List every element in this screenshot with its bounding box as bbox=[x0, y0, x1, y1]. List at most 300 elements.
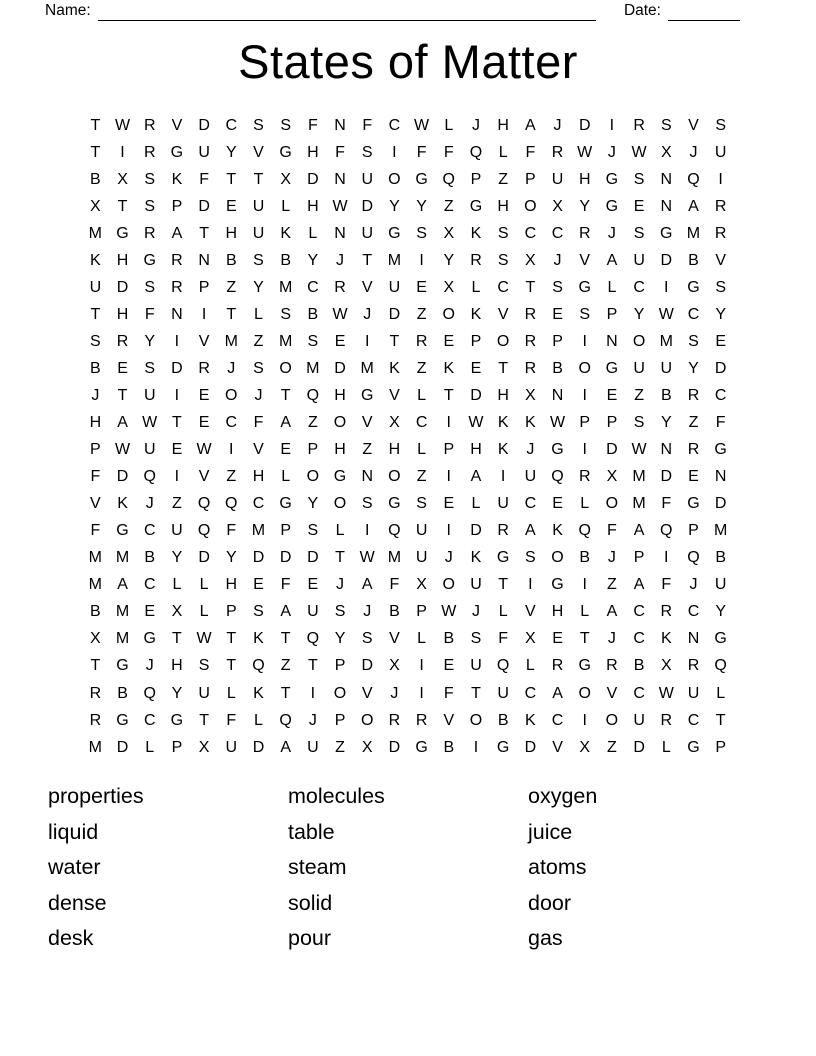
grid-cell: R bbox=[524, 332, 537, 350]
grid-cell: T bbox=[280, 386, 291, 404]
header bbox=[45, 0, 740, 21]
grid-cell: G bbox=[469, 197, 483, 215]
grid-cell: W bbox=[549, 414, 566, 432]
grid-cell: P bbox=[443, 441, 455, 459]
grid-cell: D bbox=[279, 549, 292, 567]
grid-cell: A bbox=[606, 251, 618, 269]
grid-cell: U bbox=[252, 197, 265, 215]
grid-cell: M bbox=[713, 522, 728, 540]
grid-cell: N bbox=[660, 197, 673, 215]
grid-cell: E bbox=[280, 441, 291, 459]
grid-cell: C bbox=[143, 576, 156, 594]
grid-cell: G bbox=[170, 143, 184, 161]
grid-cell: G bbox=[578, 278, 591, 296]
grid-cell: R bbox=[660, 711, 673, 729]
grid-cell: G bbox=[551, 441, 564, 459]
grid-cell: L bbox=[471, 495, 481, 513]
grid-cell: A bbox=[633, 576, 645, 594]
grid-cell: E bbox=[443, 657, 455, 675]
grid-cell: F bbox=[280, 576, 291, 594]
grid-cell: A bbox=[117, 414, 128, 432]
grid-cell: O bbox=[632, 332, 646, 350]
word-list-item: oxygen bbox=[528, 784, 598, 808]
grid-cell: L bbox=[580, 603, 590, 621]
grid-cell: S bbox=[660, 116, 672, 134]
grid-cell: J bbox=[444, 549, 453, 567]
grid-cell: E bbox=[552, 305, 563, 323]
grid-cell: R bbox=[143, 224, 156, 242]
grid-cell: R bbox=[334, 278, 346, 296]
grid-cell: I bbox=[392, 143, 397, 161]
grid-cell: Q bbox=[660, 522, 673, 540]
grid-cell: A bbox=[361, 576, 373, 594]
grid-cell: H bbox=[116, 251, 129, 269]
grid-cell: C bbox=[633, 684, 645, 702]
grid-cell: I bbox=[419, 684, 424, 702]
grid-cell: L bbox=[145, 738, 155, 756]
grid-cell: H bbox=[470, 441, 482, 459]
grid-cell: L bbox=[444, 116, 454, 134]
grid-cell: W bbox=[631, 441, 647, 459]
grid-cell: Y bbox=[144, 332, 156, 350]
grid-cell: B bbox=[715, 549, 726, 567]
grid-cell: F bbox=[90, 468, 101, 486]
grid-cell: Z bbox=[498, 170, 509, 188]
grid-cell: O bbox=[496, 332, 510, 350]
grid-cell: K bbox=[497, 441, 509, 459]
grid-cell: M bbox=[278, 332, 293, 350]
grid-cell: X bbox=[90, 197, 101, 215]
word-list-column bbox=[288, 779, 528, 957]
grid-cell: R bbox=[171, 278, 183, 296]
grid-cell: O bbox=[469, 711, 483, 729]
grid-cell: L bbox=[172, 576, 182, 594]
grid-cell: S bbox=[688, 332, 699, 350]
grid-cell: D bbox=[660, 468, 673, 486]
grid-cell: Y bbox=[715, 305, 726, 323]
grid-cell: R bbox=[551, 143, 564, 161]
grid-cell: P bbox=[416, 603, 427, 621]
grid-cell: O bbox=[524, 197, 537, 215]
grid-cell: S bbox=[334, 603, 346, 621]
grid-cell: C bbox=[551, 711, 564, 729]
grid-cell: I bbox=[419, 657, 424, 675]
grid-cell: J bbox=[145, 657, 154, 675]
grid-cell: H bbox=[497, 116, 509, 134]
grid-cell: Y bbox=[389, 197, 400, 215]
grid-cell: K bbox=[280, 224, 291, 242]
grid-cell: S bbox=[715, 116, 726, 134]
grid-cell: D bbox=[578, 116, 591, 134]
grid-cell: O bbox=[279, 359, 292, 377]
grid-cell: T bbox=[715, 711, 726, 729]
word-list-item: table bbox=[288, 819, 335, 844]
grid-cell: W bbox=[577, 143, 593, 161]
grid-cell: Z bbox=[688, 414, 699, 432]
grid-cell: U bbox=[714, 143, 727, 161]
grid-cell: J bbox=[607, 549, 616, 567]
grid-cell: K bbox=[253, 684, 264, 702]
grid-cell: Q bbox=[225, 495, 238, 513]
grid-cell: A bbox=[688, 197, 699, 215]
grid-cell: Z bbox=[226, 468, 237, 486]
grid-cell: K bbox=[525, 711, 536, 729]
grid-cell: U bbox=[143, 386, 156, 404]
grid-cell: U bbox=[633, 251, 645, 269]
grid-cell: G bbox=[578, 657, 591, 675]
grid-cell: T bbox=[226, 657, 237, 675]
grid-cell: H bbox=[334, 441, 346, 459]
grid-cell: L bbox=[471, 278, 481, 296]
grid-cell: C bbox=[714, 386, 727, 404]
grid-cell: K bbox=[171, 170, 183, 188]
grid-cell: G bbox=[605, 359, 619, 377]
grid-cell: H bbox=[497, 197, 509, 215]
grid-cell: F bbox=[416, 143, 427, 161]
grid-cell: O bbox=[578, 359, 591, 377]
grid-cell: D bbox=[334, 359, 346, 377]
grid-cell: I bbox=[174, 332, 180, 350]
grid-cell: J bbox=[689, 576, 698, 594]
grid-cell: G bbox=[143, 630, 156, 648]
grid-cell: K bbox=[552, 522, 563, 540]
grid-cell: O bbox=[442, 576, 455, 594]
grid-cell: P bbox=[606, 414, 618, 432]
grid-cell: B bbox=[307, 305, 319, 323]
grid-cell: U bbox=[252, 224, 265, 242]
grid-cell: C bbox=[633, 278, 645, 296]
grid-cell: Y bbox=[579, 197, 591, 215]
grid-cell: L bbox=[661, 738, 671, 756]
grid-cell: I bbox=[609, 116, 615, 134]
grid-cell: H bbox=[497, 386, 509, 404]
grid-cell: H bbox=[171, 657, 183, 675]
grid-cell: G bbox=[143, 251, 156, 269]
grid-cell: I bbox=[473, 738, 479, 756]
grid-cell: D bbox=[252, 549, 265, 567]
grid-cell: S bbox=[361, 143, 373, 161]
grid-cell: G bbox=[605, 197, 619, 215]
grid-cell: T bbox=[172, 414, 182, 432]
grid-cell: K bbox=[470, 305, 482, 323]
grid-cell: G bbox=[279, 143, 292, 161]
grid-cell: S bbox=[144, 359, 156, 377]
grid-cell: B bbox=[280, 251, 291, 269]
grid-cell: G bbox=[415, 738, 428, 756]
grid-cell: F bbox=[90, 522, 101, 540]
grid-cell: T bbox=[90, 657, 101, 675]
grid-cell: P bbox=[688, 522, 699, 540]
grid-cell: T bbox=[389, 332, 400, 350]
grid-cell: B bbox=[688, 251, 699, 269]
grid-cell: L bbox=[417, 386, 427, 404]
grid-cell: V bbox=[389, 630, 400, 648]
grid-cell: V bbox=[198, 332, 210, 350]
grid-cell: S bbox=[307, 522, 319, 540]
grid-cell: C bbox=[524, 684, 537, 702]
grid-cell: C bbox=[415, 414, 428, 432]
grid-cell: M bbox=[686, 224, 701, 242]
grid-cell: U bbox=[415, 522, 428, 540]
grid-cell: J bbox=[553, 251, 562, 269]
grid-cell: T bbox=[579, 630, 590, 648]
grid-cell: T bbox=[90, 116, 101, 134]
grid-cell: K bbox=[389, 359, 400, 377]
grid-cell: T bbox=[253, 170, 264, 188]
grid-cell: G bbox=[388, 495, 401, 513]
word-search-grid bbox=[82, 112, 735, 761]
grid-cell: H bbox=[89, 414, 102, 432]
grid-cell: V bbox=[525, 603, 536, 621]
grid-cell: E bbox=[225, 197, 237, 215]
grid-cell: L bbox=[199, 603, 209, 621]
grid-cell: R bbox=[578, 468, 591, 486]
grid-cell: U bbox=[470, 657, 482, 675]
grid-cell: T bbox=[280, 630, 291, 648]
grid-cell: W bbox=[114, 116, 131, 134]
grid-cell: V bbox=[361, 684, 373, 702]
grid-cell: C bbox=[252, 495, 265, 513]
grid-cell: B bbox=[90, 603, 101, 621]
grid-cell: I bbox=[582, 386, 587, 404]
grid-cell: J bbox=[553, 116, 562, 134]
grid-cell: U bbox=[660, 359, 673, 377]
word-list-item: juice bbox=[528, 819, 573, 844]
grid-cell: R bbox=[143, 116, 156, 134]
grid-cell: E bbox=[144, 603, 156, 621]
grid-cell: T bbox=[90, 305, 101, 323]
grid-cell: P bbox=[715, 738, 726, 756]
grid-cell: D bbox=[116, 278, 129, 296]
grid-cell: I bbox=[582, 576, 587, 594]
grid-cell: H bbox=[388, 441, 401, 459]
grid-cell: Q bbox=[442, 170, 455, 188]
grid-cell: D bbox=[633, 738, 645, 756]
grid-cell: L bbox=[525, 657, 535, 675]
grid-cell: H bbox=[334, 386, 346, 404]
grid-cell: K bbox=[443, 359, 455, 377]
grid-cell: N bbox=[606, 332, 618, 350]
grid-cell: F bbox=[715, 414, 726, 432]
word-list-item: water bbox=[48, 855, 101, 880]
grid-cell: G bbox=[388, 224, 401, 242]
grid-cell: D bbox=[116, 468, 129, 486]
grid-cell: A bbox=[606, 603, 618, 621]
grid-cell: M bbox=[88, 738, 102, 756]
grid-cell: U bbox=[171, 522, 183, 540]
word-list-column bbox=[528, 779, 768, 957]
grid-cell: H bbox=[252, 468, 265, 486]
grid-cell: D bbox=[252, 738, 265, 756]
grid-cell: M bbox=[632, 495, 646, 513]
grid-cell: X bbox=[525, 251, 536, 269]
grid-cell: R bbox=[388, 711, 401, 729]
grid-cell: S bbox=[144, 278, 156, 296]
grid-cell: R bbox=[606, 657, 618, 675]
grid-cell: B bbox=[90, 359, 101, 377]
grid-cell: N bbox=[660, 170, 673, 188]
grid-cell: X bbox=[117, 170, 128, 188]
grid-cell: P bbox=[579, 414, 591, 432]
grid-cell: C bbox=[524, 224, 537, 242]
grid-cell: S bbox=[497, 251, 509, 269]
grid-cell: F bbox=[661, 495, 672, 513]
grid-cell: N bbox=[334, 224, 346, 242]
grid-cell: X bbox=[660, 143, 672, 161]
grid-cell: L bbox=[308, 224, 318, 242]
page-title: States of Matter bbox=[238, 35, 578, 88]
grid-cell: W bbox=[631, 143, 647, 161]
grid-cell: Y bbox=[443, 251, 455, 269]
grid-cell: F bbox=[443, 143, 454, 161]
grid-cell: X bbox=[416, 576, 427, 594]
grid-cell: A bbox=[280, 603, 291, 621]
grid-cell: F bbox=[199, 170, 209, 188]
grid-cell: B bbox=[443, 738, 455, 756]
grid-cell: I bbox=[664, 278, 669, 296]
grid-cell: I bbox=[528, 576, 533, 594]
word-list-item: desk bbox=[48, 926, 94, 951]
grid-cell: J bbox=[689, 143, 698, 161]
grid-cell: G bbox=[360, 386, 374, 404]
grid-cell: G bbox=[714, 630, 727, 648]
grid-cell: T bbox=[525, 278, 536, 296]
grid-cell: W bbox=[468, 414, 484, 432]
grid-cell: O bbox=[360, 711, 374, 729]
grid-cell: V bbox=[552, 738, 563, 756]
grid-cell: S bbox=[416, 224, 427, 242]
grid-cell: Z bbox=[416, 359, 427, 377]
grid-cell: N bbox=[198, 251, 210, 269]
grid-cell: D bbox=[606, 441, 618, 459]
grid-cell: G bbox=[714, 441, 727, 459]
grid-cell: L bbox=[254, 305, 263, 323]
grid-cell: S bbox=[633, 224, 645, 242]
grid-cell: Q bbox=[143, 468, 156, 486]
grid-cell: F bbox=[226, 522, 237, 540]
grid-cell: Y bbox=[307, 495, 319, 513]
grid-cell: L bbox=[281, 197, 291, 215]
grid-cell: O bbox=[551, 549, 564, 567]
grid-cell: B bbox=[579, 549, 591, 567]
grid-cell: S bbox=[579, 305, 591, 323]
grid-cell: J bbox=[607, 143, 616, 161]
grid-cell: T bbox=[280, 684, 291, 702]
grid-cell: C bbox=[225, 414, 238, 432]
grid-cell: P bbox=[90, 441, 101, 459]
grid-cell: T bbox=[498, 576, 509, 594]
grid-cell: Z bbox=[416, 305, 427, 323]
date-label: Date: bbox=[623, 2, 661, 19]
grid-cell: T bbox=[117, 197, 128, 215]
grid-cell: W bbox=[142, 414, 158, 432]
grid-cell: I bbox=[582, 441, 587, 459]
grid-cell: S bbox=[525, 549, 536, 567]
grid-cell: X bbox=[361, 738, 373, 756]
grid-cell: Q bbox=[469, 143, 483, 161]
grid-cell: U bbox=[551, 170, 564, 188]
grid-cell: P bbox=[470, 170, 482, 188]
word-list-column bbox=[48, 779, 288, 957]
grid-cell: U bbox=[633, 359, 645, 377]
grid-cell: E bbox=[443, 495, 455, 513]
word-list-item: door bbox=[528, 890, 572, 915]
grid-cell: L bbox=[580, 495, 590, 513]
grid-cell: L bbox=[281, 468, 291, 486]
grid-cell: X bbox=[171, 603, 183, 621]
grid-cell: S bbox=[416, 495, 427, 513]
name-label: Name: bbox=[45, 2, 91, 19]
grid-cell: B bbox=[225, 251, 237, 269]
grid-cell: X bbox=[280, 170, 291, 188]
grid-cell: V bbox=[606, 684, 618, 702]
grid-cell: S bbox=[633, 414, 645, 432]
word-list bbox=[48, 779, 768, 957]
grid-cell: K bbox=[470, 224, 482, 242]
grid-cell: G bbox=[333, 468, 347, 486]
grid-cell: N bbox=[551, 386, 564, 404]
grid-cell: H bbox=[307, 197, 319, 215]
grid-cell: S bbox=[715, 278, 726, 296]
grid-cell: F bbox=[307, 116, 318, 134]
grid-cell: O bbox=[605, 711, 619, 729]
grid-cell: I bbox=[446, 414, 451, 432]
grid-cell: Q bbox=[578, 522, 591, 540]
grid-cell: P bbox=[334, 711, 346, 729]
grid-cell: R bbox=[198, 359, 210, 377]
grid-cell: B bbox=[389, 603, 400, 621]
grid-cell: X bbox=[198, 738, 210, 756]
grid-cell: K bbox=[660, 630, 672, 648]
word-list-item: properties bbox=[48, 784, 144, 808]
grid-cell: C bbox=[388, 116, 401, 134]
grid-cell: Q bbox=[687, 170, 700, 188]
grid-cell: X bbox=[525, 630, 536, 648]
grid-cell: C bbox=[524, 495, 537, 513]
grid-cell: W bbox=[114, 441, 131, 459]
grid-cell: C bbox=[633, 630, 645, 648]
grid-cell: X bbox=[660, 657, 672, 675]
grid-cell: M bbox=[88, 224, 102, 242]
grid-cell: D bbox=[307, 170, 319, 188]
grid-cell: F bbox=[525, 143, 536, 161]
grid-cell: B bbox=[90, 170, 101, 188]
grid-cell: R bbox=[714, 197, 727, 215]
grid-cell: A bbox=[525, 522, 536, 540]
grid-cell: S bbox=[253, 603, 264, 621]
grid-cell: U bbox=[415, 549, 428, 567]
grid-cell: A bbox=[117, 576, 128, 594]
grid-cell: D bbox=[198, 197, 210, 215]
grid-cell: X bbox=[552, 197, 563, 215]
grid-cell: H bbox=[225, 576, 238, 594]
grid-cell: P bbox=[606, 305, 618, 323]
grid-cell: S bbox=[280, 305, 291, 323]
grid-cell: G bbox=[687, 495, 700, 513]
grid-cell: T bbox=[362, 251, 373, 269]
grid-cell: S bbox=[280, 116, 291, 134]
grid-cell: J bbox=[390, 684, 399, 702]
grid-cell: R bbox=[714, 224, 727, 242]
grid-cell: Q bbox=[687, 549, 700, 567]
grid-cell: N bbox=[334, 116, 346, 134]
grid-cell: H bbox=[116, 305, 129, 323]
grid-cell: V bbox=[253, 441, 264, 459]
grid-cell: K bbox=[253, 630, 264, 648]
grid-cell: M bbox=[115, 603, 130, 621]
grid-cell: I bbox=[364, 332, 370, 350]
grid-cell: T bbox=[498, 359, 509, 377]
